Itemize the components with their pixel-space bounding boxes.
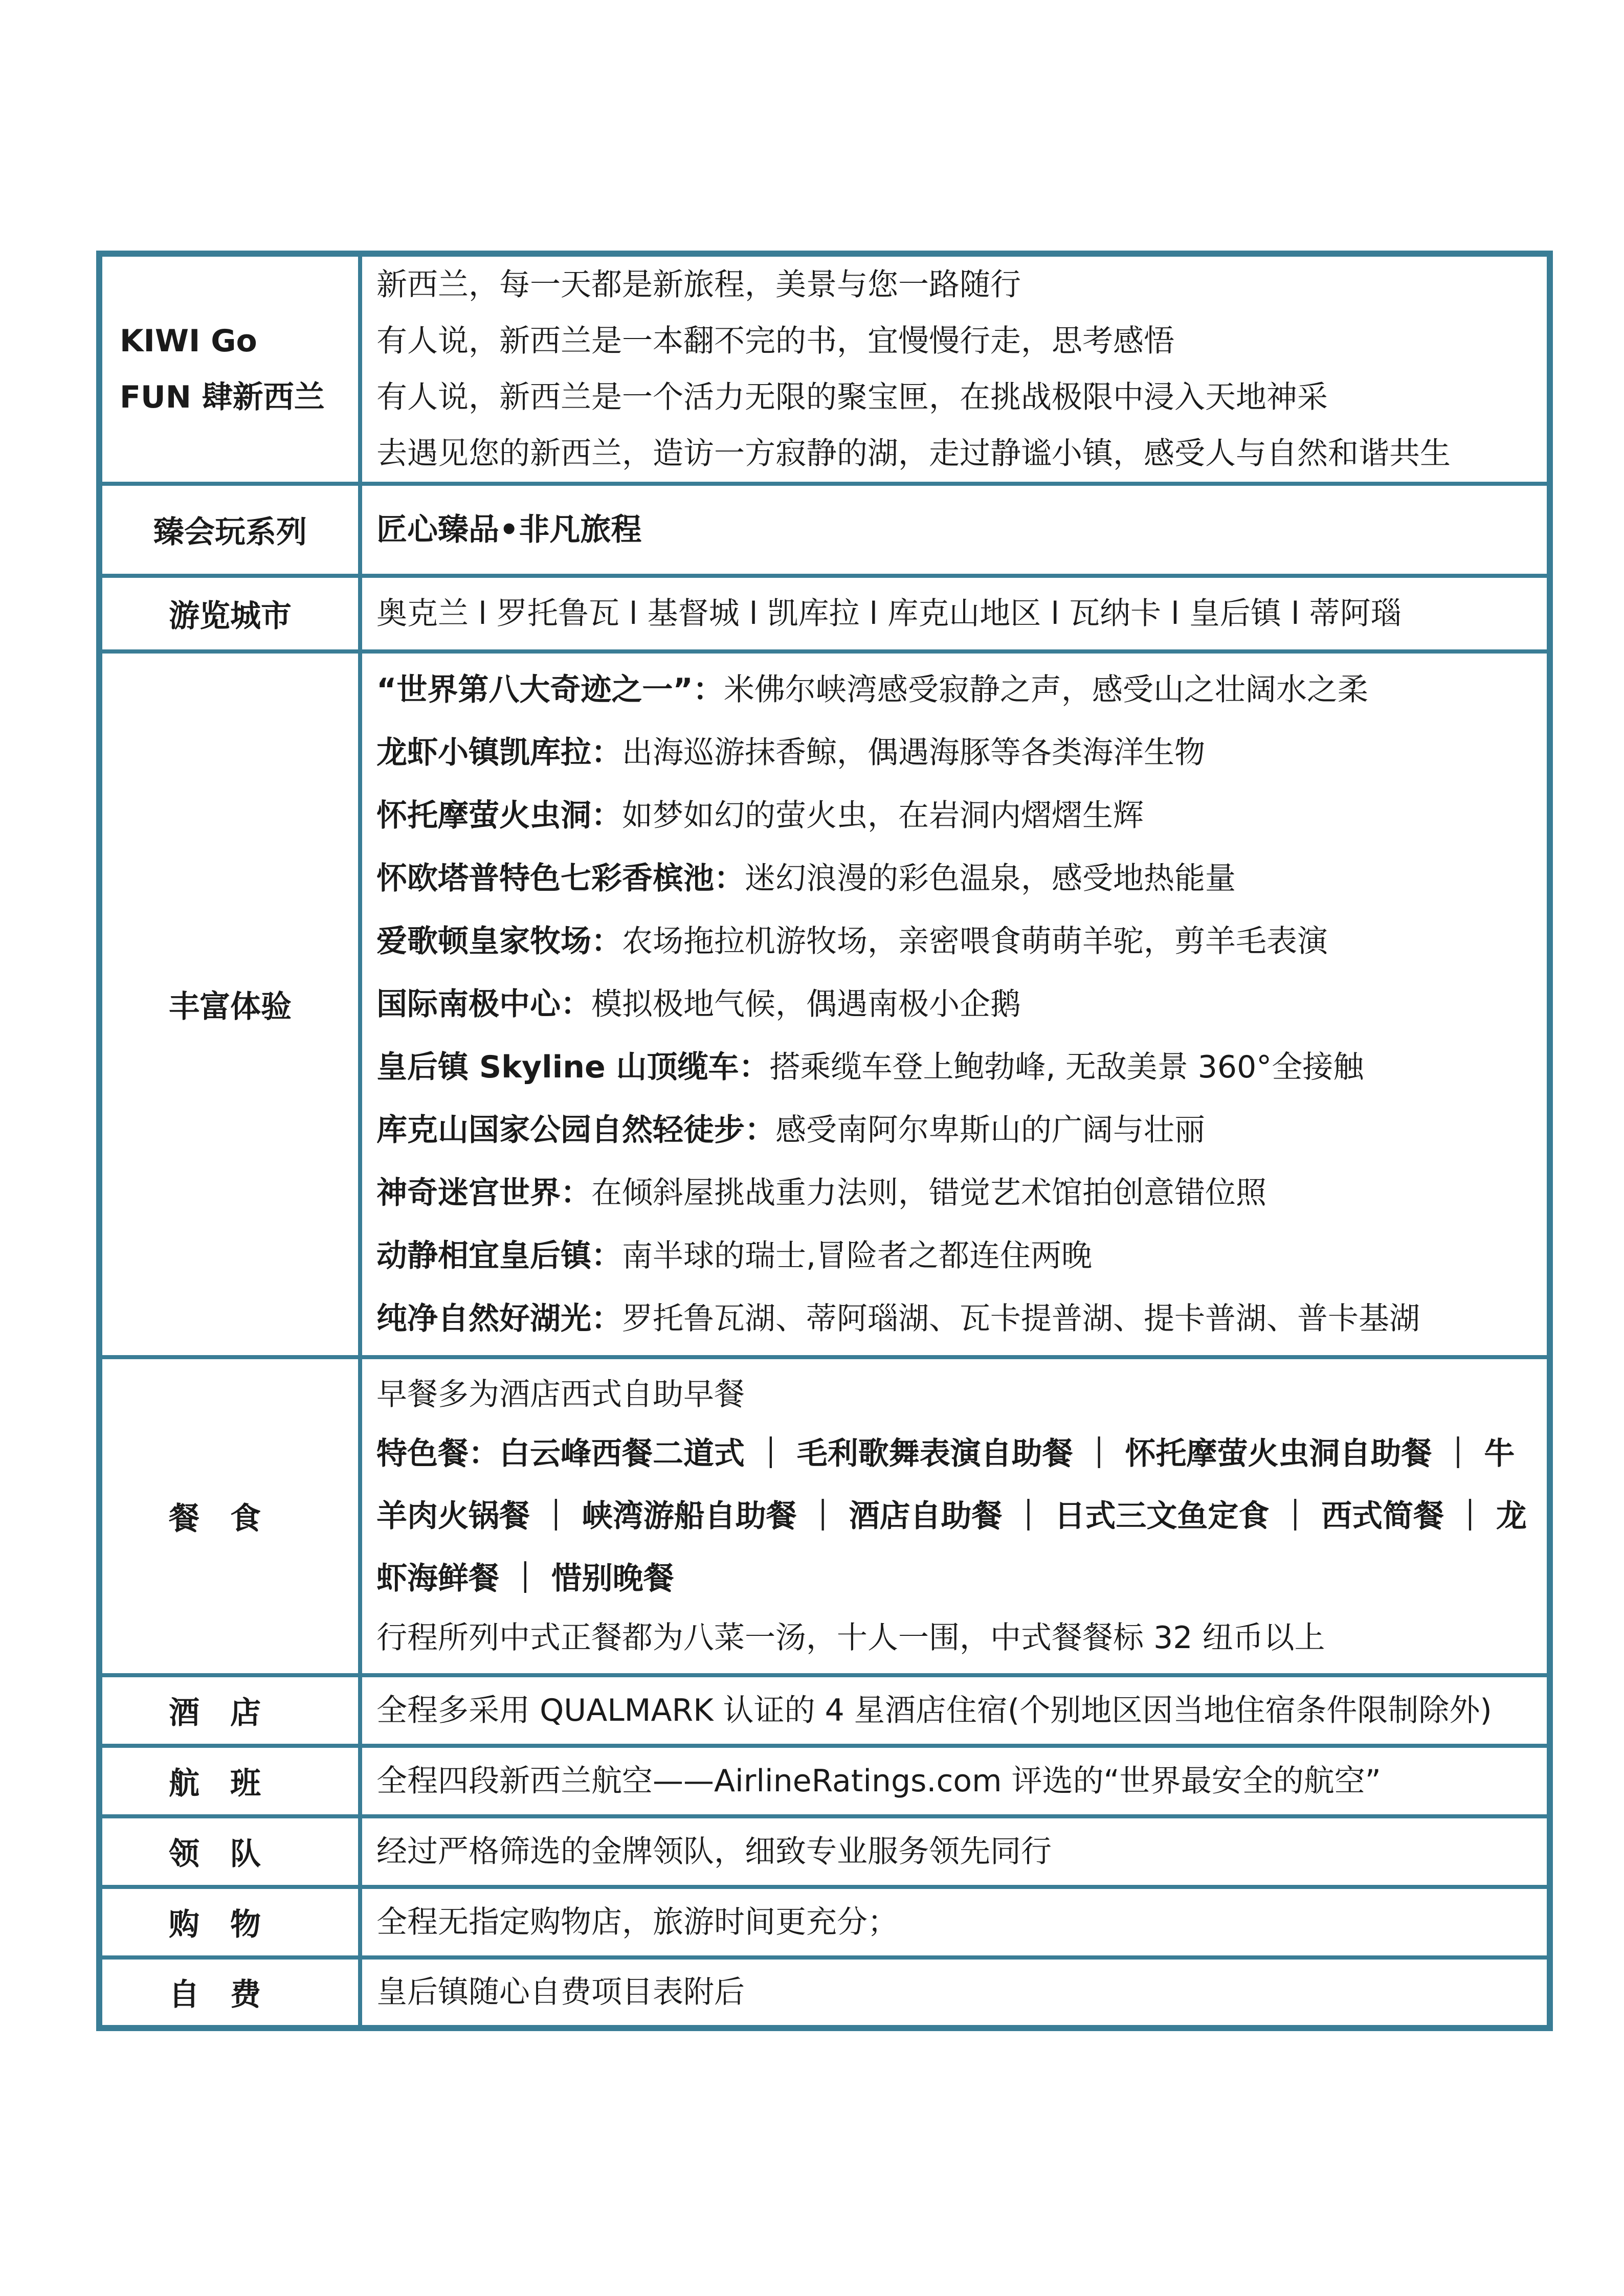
self-paid-value: 皇后镇随心自费项目表附后 — [360, 1957, 1550, 2028]
hotel-row — [99, 1675, 1550, 1746]
experience-item — [376, 1099, 1534, 1162]
meals-cell — [360, 1357, 1550, 1675]
experience-title: 纯净自然好湖光： — [376, 1300, 622, 1337]
experience-desc: 搭乘缆车登上鲍勃峰, 无敌美景 360°全接触 — [769, 1049, 1364, 1085]
experience-desc: 在倾斜屋挑战重力法则，错觉艺术馆拍创意错位照 — [591, 1175, 1266, 1211]
experience-title: 神奇迷宫世界： — [376, 1175, 591, 1211]
leader-label: 领队 — [99, 1816, 360, 1887]
experience-item — [376, 1162, 1534, 1225]
experience-item — [376, 722, 1534, 784]
experience-desc: 出海巡游抹香鲸，偶遇海豚等各类海洋生物 — [622, 734, 1205, 771]
intro-label-line2: FUN 肆新西兰 — [120, 379, 325, 415]
experience-title: 龙虾小镇凯库拉： — [376, 734, 622, 771]
experience-item — [376, 1288, 1534, 1350]
experiences-row — [99, 651, 1550, 1357]
experience-title: 皇后镇 Skyline 山顶缆车： — [376, 1049, 770, 1085]
series-value: 匠心臻品•非凡旅程 — [360, 484, 1550, 576]
meals-breakfast: 早餐多为酒店西式自助早餐 — [376, 1377, 745, 1412]
experience-desc: 感受南阿尔卑斯山的广阔与壮丽 — [775, 1112, 1205, 1148]
intro-line: 新西兰，每一天都是新旅程，美景与您一路随行 — [376, 267, 1021, 303]
experience-desc: 模拟极地气候，偶遇南极小企鹅 — [591, 986, 1021, 1022]
itinerary-table — [96, 251, 1553, 2031]
shopping-label: 购物 — [99, 1887, 360, 1957]
experience-desc: 罗托鲁瓦湖、蒂阿瑙湖、瓦卡提普湖、提卡普湖、普卡基湖 — [622, 1300, 1420, 1337]
experience-title: “世界第八大奇迹之一”： — [376, 671, 724, 708]
intro-line: 有人说，新西兰是一本翻不完的书，宜慢慢行走，思考感悟 — [376, 323, 1174, 359]
hotel-value: 全程多采用 QUALMARK 认证的 4 星酒店住宿(个别地区因当地住宿条件限制除外) — [360, 1675, 1550, 1746]
series-label: 臻会玩系列 — [99, 484, 360, 576]
self-paid-label: 自费 — [99, 1957, 360, 2028]
intro-line: 去遇见您的新西兰，造访一方寂静的湖，走过静谧小镇，感受人与自然和谐共生 — [376, 436, 1451, 471]
experience-item — [376, 1036, 1534, 1099]
meals-special: 特色餐：白云峰西餐二道式 ｜ 毛利歌舞表演自助餐 ｜ 怀托摩萤火虫洞自助餐 ｜ 牛羊肉火锅餐 ｜ 峡湾游船自助餐 ｜ 酒店自助餐 ｜ 日式三文鱼定食 ｜ 西式简餐 ｜ 龙虾海鲜餐 ｜ 惜别晚餐 — [376, 1436, 1527, 1596]
intro-label-line1: KIWI Go — [120, 323, 257, 359]
meals-label: 餐食 — [99, 1357, 360, 1675]
experiences-label: 丰富体验 — [99, 651, 360, 1357]
experience-desc: 迷幻浪漫的彩色温泉，感受地热能量 — [745, 860, 1236, 896]
experience-item — [376, 847, 1534, 910]
experience-title: 怀欧塔普特色七彩香槟池： — [376, 860, 745, 896]
experience-item — [376, 659, 1534, 722]
shopping-value: 全程无指定购物店，旅游时间更充分； — [360, 1887, 1550, 1957]
intro-row — [99, 254, 1550, 484]
experience-title: 动静相宜皇后镇： — [376, 1237, 622, 1274]
experience-desc: 米佛尔峡湾感受寂静之声，感受山之壮阔水之柔 — [723, 671, 1368, 708]
experience-title: 爱歌顿皇家牧场： — [376, 923, 622, 959]
experience-item — [376, 784, 1534, 847]
cities-label: 游览城市 — [99, 576, 360, 651]
experience-item — [376, 973, 1534, 1036]
experience-title: 库克山国家公园自然轻徒步： — [376, 1112, 775, 1148]
experience-item — [376, 1225, 1534, 1288]
experience-desc: 如梦如幻的萤火虫，在岩洞内熠熠生辉 — [622, 797, 1144, 834]
self-paid-row — [99, 1957, 1550, 2028]
experience-title: 怀托摩萤火虫洞： — [376, 797, 622, 834]
experiences-cell — [360, 651, 1550, 1357]
leader-value: 经过严格筛选的金牌领队，细致专业服务领先同行 — [360, 1816, 1550, 1887]
leader-row — [99, 1816, 1550, 1887]
intro-line: 有人说，新西兰是一个活力无限的聚宝匣，在挑战极限中浸入天地神采 — [376, 379, 1328, 415]
intro-content-cell — [360, 254, 1550, 484]
meals-standard: 行程所列中式正餐都为八菜一汤，十人一围，中式餐餐标 32 纽币以上 — [376, 1620, 1325, 1656]
experience-item — [376, 910, 1534, 973]
experience-title: 国际南极中心： — [376, 986, 591, 1022]
experience-desc: 南半球的瑞士,冒险者之都连住两晚 — [622, 1237, 1093, 1274]
cities-row — [99, 576, 1550, 651]
flight-label: 航班 — [99, 1746, 360, 1816]
intro-label-cell — [99, 254, 360, 484]
flight-value: 全程四段新西兰航空——AirlineRatings.com 评选的“世界最安全的航空” — [360, 1746, 1550, 1816]
meals-row — [99, 1357, 1550, 1675]
shopping-row — [99, 1887, 1550, 1957]
flight-row — [99, 1746, 1550, 1816]
series-row — [99, 484, 1550, 576]
hotel-label: 酒店 — [99, 1675, 360, 1746]
experience-desc: 农场拖拉机游牧场，亲密喂食萌萌羊驼，剪羊毛表演 — [622, 923, 1328, 959]
cities-value: 奥克兰 l 罗托鲁瓦 l 基督城 l 凯库拉 l 库克山地区 l 瓦纳卡 l 皇后镇 l 蒂阿瑙 — [360, 576, 1550, 651]
